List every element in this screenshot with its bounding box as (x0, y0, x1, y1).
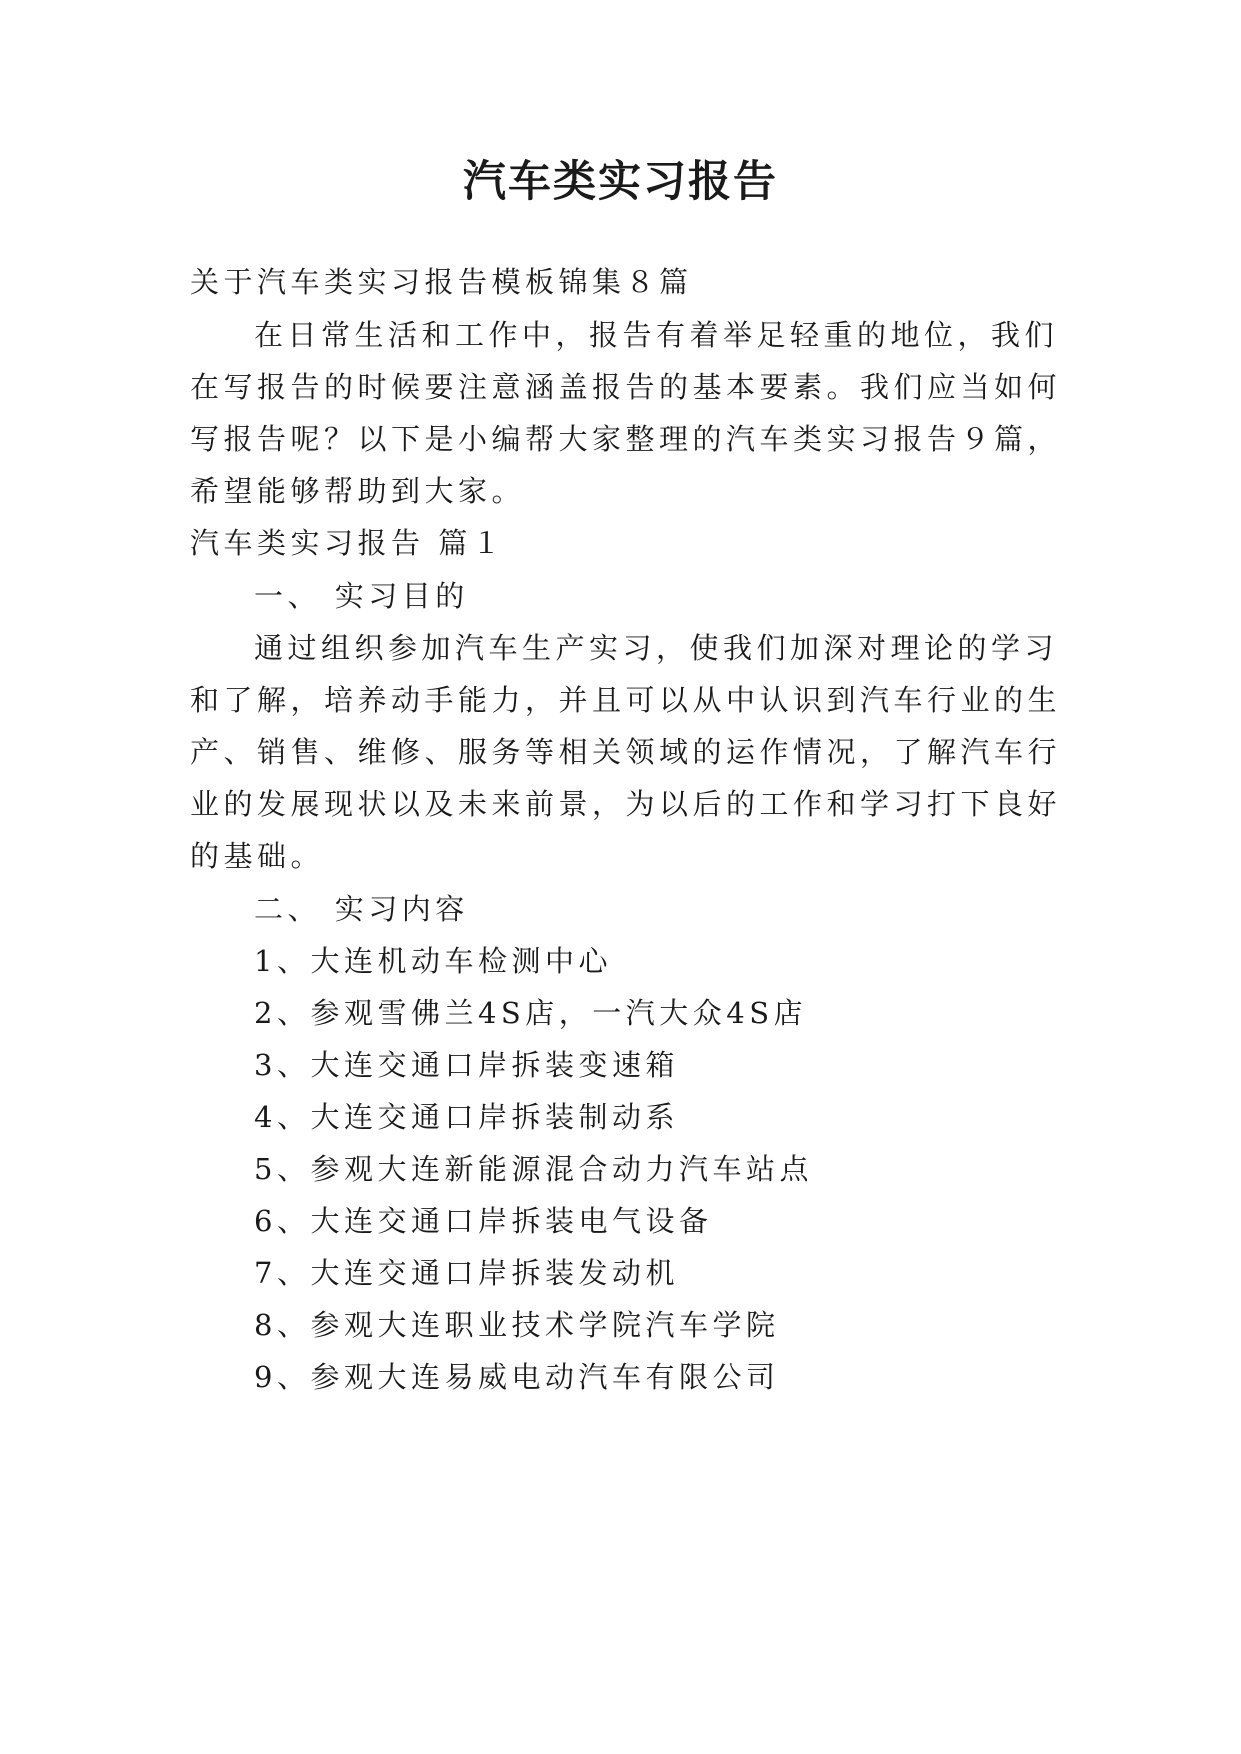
part1-heading: 一、 实习目的 (254, 579, 469, 613)
part1-line: 通过组织参加汽车生产实习，使我们加深对理论的学习 (254, 631, 1059, 665)
intro-line: 在写报告的时候要注意涵盖报告的基本要素。我们应当如何 (190, 370, 1062, 404)
list-item: 9、参观大连易威电动汽车有限公司 (254, 1360, 780, 1394)
document-subtitle: 关于汽车类实习报告模板锦集８篇 (190, 265, 693, 299)
intro-line: 在日常生活和工作中，报告有着举足轻重的地位，我们 (254, 318, 1059, 352)
list-item: 7、大连交通口岸拆装发动机 (254, 1256, 679, 1290)
part1-line: 的基础。 (190, 839, 325, 873)
part1-line: 和了解，培养动手能力，并且可以从中认识到汽车行业的生 (190, 683, 1062, 717)
list-item: 8、参观大连职业技术学院汽车学院 (254, 1308, 780, 1342)
list-item: 5、参观大连新能源混合动力汽车站点 (254, 1152, 813, 1186)
list-item: 2、参观雪佛兰4S店，一汽大众4S店 (254, 996, 808, 1030)
part1-line: 业的发展现状以及未来前景，为以后的工作和学习打下良好 (190, 787, 1062, 821)
list-item: 3、大连交通口岸拆装变速箱 (254, 1048, 679, 1082)
list-item: 6、大连交通口岸拆装电气设备 (254, 1204, 713, 1238)
list-item: 4、大连交通口岸拆装制动系 (254, 1100, 679, 1134)
section-heading: 汽车类实习报告 篇１ (190, 526, 506, 560)
list-item: 1、大连机动车检测中心 (254, 944, 612, 978)
intro-line: 写报告呢？以下是小编帮大家整理的汽车类实习报告９篇， (190, 422, 1062, 456)
part1-line: 产、销售、维修、服务等相关领域的运作情况，了解汽车行 (190, 735, 1062, 769)
intro-line: 希望能够帮助到大家。 (190, 474, 526, 508)
document-title: 汽车类实习报告 (463, 157, 778, 207)
part2-heading: 二、 实习内容 (254, 892, 469, 926)
